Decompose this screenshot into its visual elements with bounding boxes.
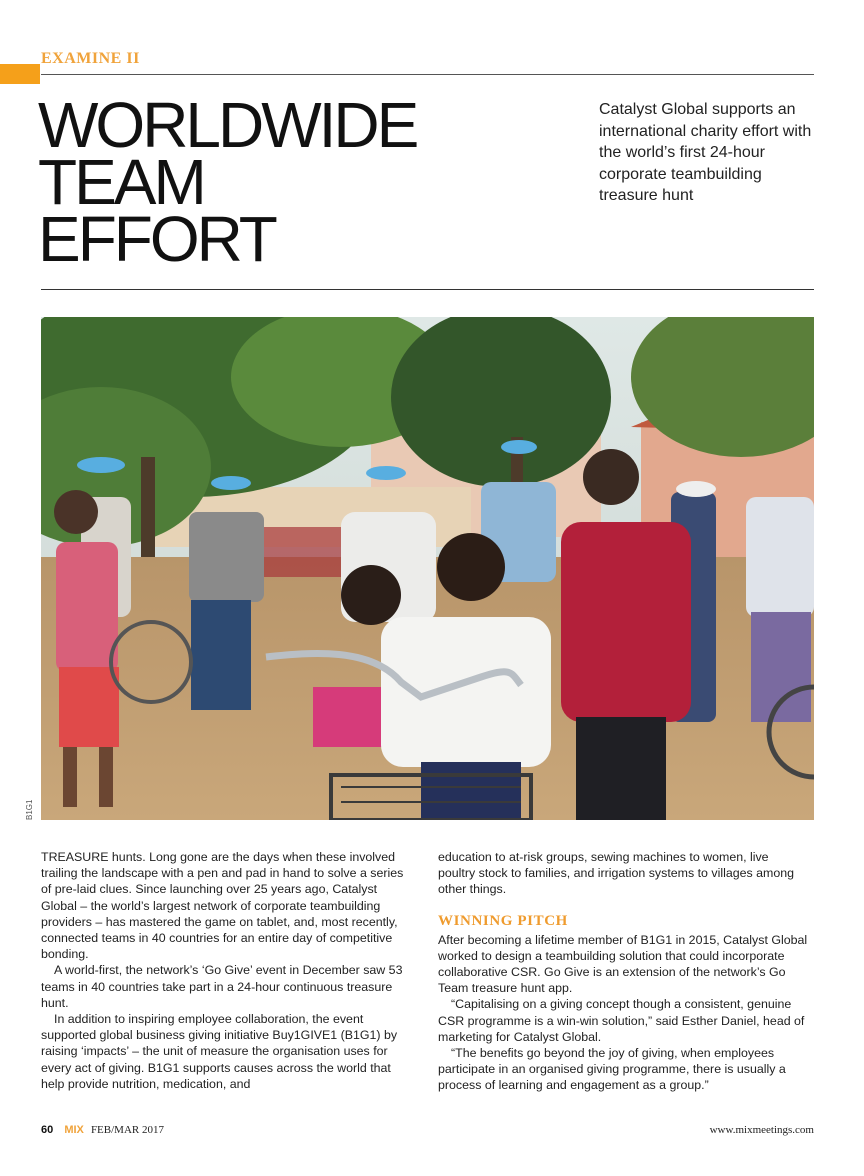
headline-divider: [41, 289, 814, 290]
section-color-tab: [0, 64, 40, 84]
body-column-left: [41, 849, 411, 1092]
section-label: EXAMINE II: [41, 50, 140, 67]
body-paragraph: “The benefits go beyond the joy of giving, when employees participate in an organised giving programme, there is usually a process of learning and engagement as a group.”: [438, 1046, 786, 1093]
headline: [38, 89, 417, 275]
headline-line-1: WORLDWIDE: [38, 89, 417, 161]
headline-line-2: TEAM: [38, 146, 204, 218]
body-paragraph: TREASURE hunts. Long gone are the days when these involved trailing the landscape with a pen and pad in hand to solve a series of pre-laid clues. Since launching over 25 years ago, Catalyst Global – the world’s largest network of corporate teambuilding providers – has mastered the game on tablet, and, most recently, connected teams in 40 countries for an entire day of competitive bonding.: [41, 850, 404, 962]
issue-date: FEB/MAR 2017: [90, 1124, 164, 1136]
feature-photo-illustration: [41, 317, 814, 820]
body-paragraph: “Capitalising on a giving concept though a consistent, genuine CSR programme is a win-win solution,” said Esther Daniel, head of marketing for Catalyst Global.: [438, 997, 805, 1044]
website-url: www.mixmeetings.com: [709, 1124, 814, 1136]
standfirst: Catalyst Global supports an international charity effort with the world’s first 24-hour corporate teambuilding treasure hunt: [599, 101, 812, 204]
feature-photo: [41, 317, 814, 820]
photo-credit: B1G1: [25, 799, 34, 820]
body-paragraph: In addition to inspiring employee collaboration, the event supported global business giving initiative Buy1GIVE1 (B1G1) by raising ‘impacts’ – the unit of measure the organisation uses for every act of giving. B1G1 supports causes across the world that help provide nutrition, medication, and: [41, 1012, 398, 1091]
top-divider: [41, 74, 814, 75]
subheading: WINNING PITCH: [438, 912, 568, 929]
body-paragraph: After becoming a lifetime member of B1G1 in 2015, Catalyst Global worked to design a teambuilding solution that could incorporate collaborative CSR. Go Give is an extension of the network’s Go Team treasure hunt app.: [438, 932, 808, 996]
page-number: 60: [41, 1124, 54, 1136]
page-footer: [41, 1124, 814, 1140]
magazine-name: MIX: [64, 1124, 84, 1136]
body-column-right: [438, 849, 808, 1094]
body-paragraph: A world-first, the network’s ‘Go Give’ event in December saw 53 teams in 40 countries take part in a 24-hour continuous treasure hunt.: [41, 963, 403, 1010]
headline-line-3: EFFORT: [38, 203, 275, 275]
body-paragraph: education to at-risk groups, sewing machines to women, live poultry stock to families, and irrigation systems to villages among other things.: [438, 850, 795, 897]
